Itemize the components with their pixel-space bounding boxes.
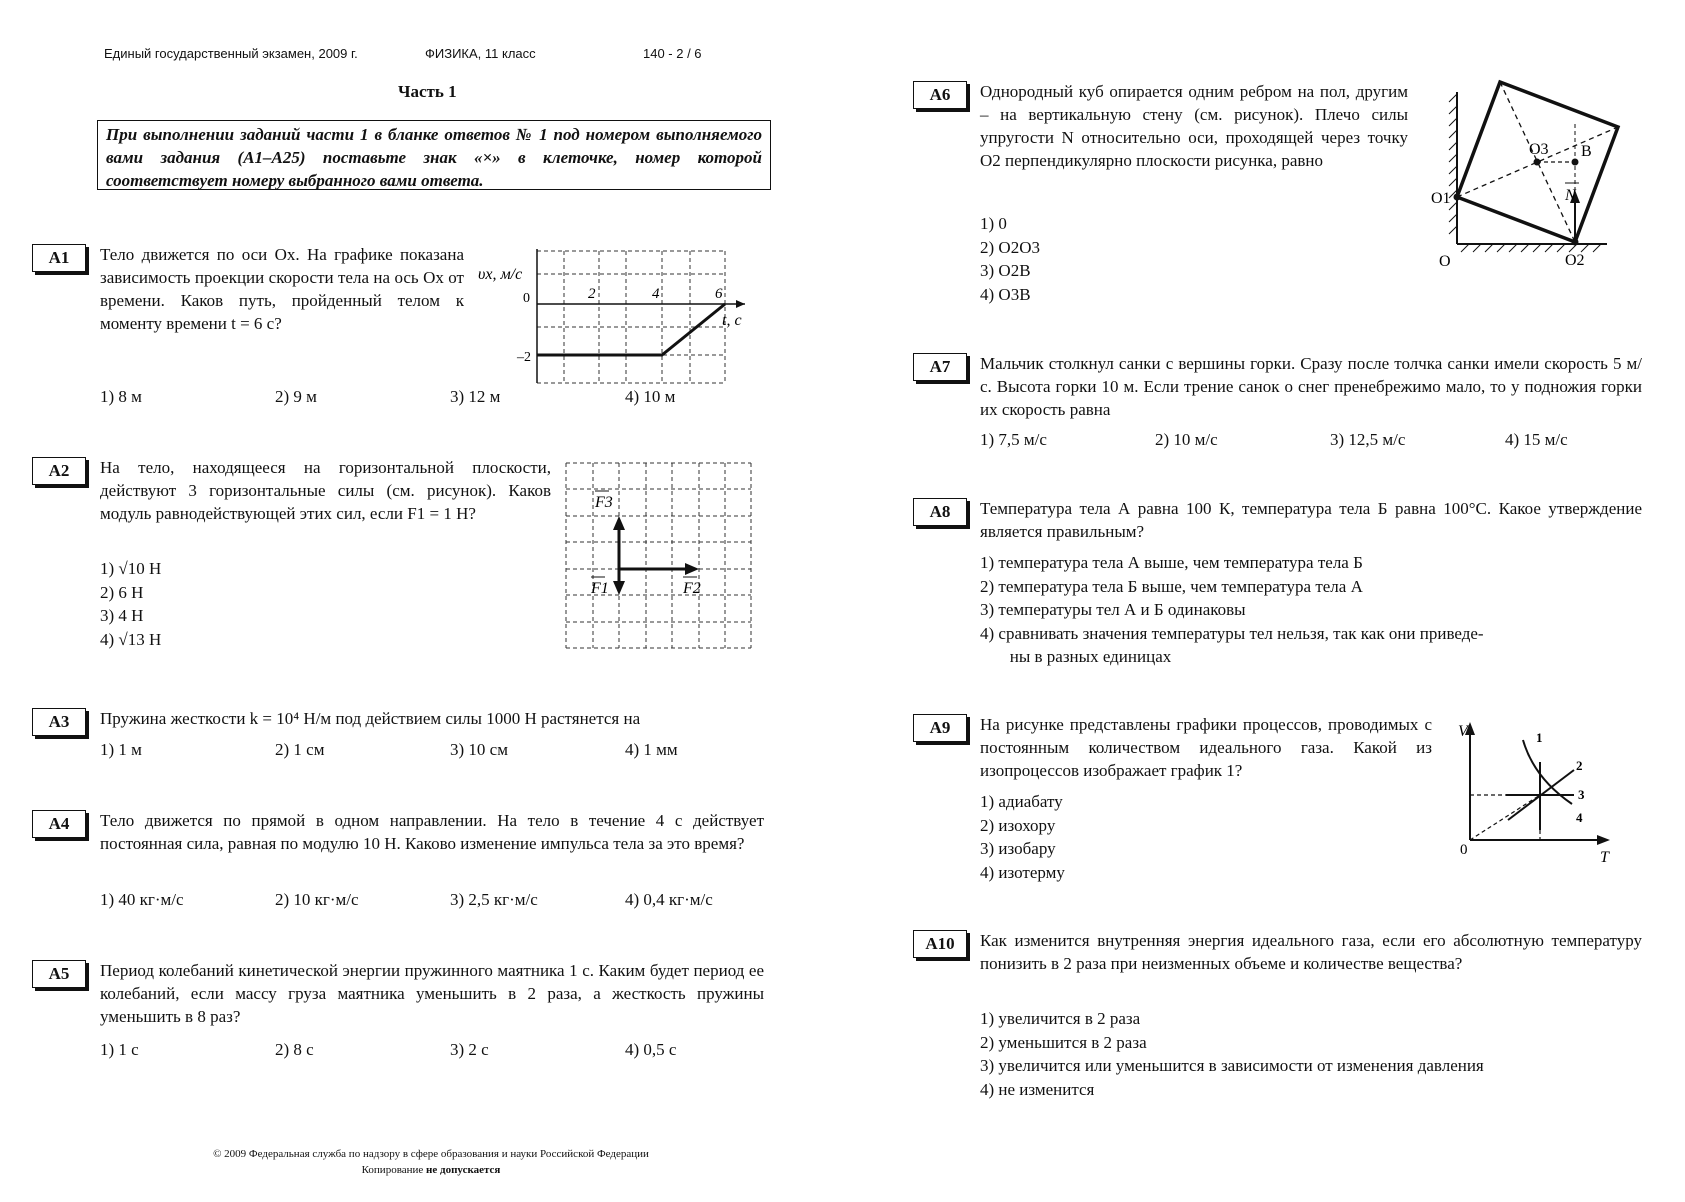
a3-option-3: 3) 10 см	[450, 740, 508, 759]
question-label-a5: А5	[32, 960, 86, 988]
a2-option-4: 4) √13 Н	[100, 629, 162, 649]
question-text-a5: Период колебаний кинетической энергии пружинного маятника 1 с. Каким будет период ее колебаний, если массу груза маятника уменьшить в 2 раза, а жесткость пружины уменьшить в 8 раз?	[100, 961, 764, 1026]
a7-option-2: 2) 10 м/с	[1155, 430, 1218, 449]
a6-option-1: 1) 0	[980, 214, 1007, 233]
a6-wall-hatching	[1449, 94, 1457, 234]
a1-velocity-graph	[470, 245, 760, 390]
question-text-a9: На рисунке представлены графики процессов, проводимых с постоянным количеством идеального газа. Какой из изопроцессов изображает график 1?	[980, 715, 1432, 780]
a9-curve-label-1: 1	[1536, 730, 1543, 745]
part-title: Часть 1	[398, 82, 457, 101]
question-text-a1: Тело движется по оси Ох. На графике показана зависимость проекции скорости тела на ось Ох от времени. Каков путь, пройденный телом к моменту времени t = 6 с?	[100, 245, 464, 333]
question-text-a7: Мальчик столкнул санки с вершины горки. Сразу после толчка санки имели скорость 5 м/с. Высота горки 10 м. Если трение санок о снег пренебрежимо мало, то у подножия горки их скорость равна	[980, 354, 1642, 419]
a2-f2-label: F2	[683, 580, 701, 597]
a1-ytick-label: –2	[517, 350, 531, 365]
a6-option-2: 2) O2O3	[980, 237, 1040, 257]
a1-option-4: 4) 10 м	[625, 387, 676, 406]
a8-option-1: 1) температура тела А выше, чем температура тела Б	[980, 553, 1363, 572]
a10-option-3: 3) увеличится или уменьшится в зависимости от изменения давления	[980, 1056, 1484, 1075]
a4-option-1: 1) 40 кг·м/с	[100, 890, 184, 909]
a2-option-1: 1) √10 Н	[100, 559, 162, 578]
a5-option-1: 1) 1 с	[100, 1040, 139, 1059]
a1-option-1: 1) 8 м	[100, 387, 142, 406]
a9-options	[980, 790, 1065, 884]
footer-copy-bold: не допускается	[426, 1164, 501, 1176]
a2-f3-arrowhead	[613, 516, 625, 530]
a9-origin-dash	[1470, 795, 1540, 840]
a6-option-3: 3) O2B	[980, 261, 1031, 280]
a1-option-3: 3) 12 м	[450, 387, 501, 406]
a10-options	[980, 1007, 1484, 1101]
question-text-a10: Как изменится внутренняя энергия идеального газа, если его абсолютную температуру понизить в 2 раза при неизменных объеме и количестве вещества?	[980, 931, 1642, 973]
a7-option-4: 4) 15 м/с	[1505, 430, 1568, 449]
subject-title: ФИЗИКА, 11 класс	[425, 46, 536, 61]
a1-xtick-2: 2	[588, 286, 596, 302]
a9-isoprocess-graph	[1450, 718, 1625, 868]
a9-option-3: 3) изобару	[980, 839, 1056, 858]
a6-point-o3	[1534, 159, 1541, 166]
a9-option-1: 1) адиабату	[980, 792, 1063, 811]
a10-option-1: 1) увеличится в 2 раза	[980, 1009, 1141, 1028]
a1-ylabel: υx, м/с	[478, 266, 523, 283]
a9-curve-label-3: 3	[1578, 787, 1585, 802]
a1-x-arrow	[736, 300, 745, 308]
a9-ylabel: V	[1458, 723, 1468, 740]
a2-f1-label: F1	[591, 580, 609, 597]
a2-option-2: 2) 6 Н	[100, 582, 144, 602]
a2-forces-figure	[565, 462, 755, 652]
a9-x-arrow	[1597, 835, 1610, 845]
question-label-a1: А1	[32, 244, 86, 272]
question-label-a10: А10	[913, 930, 967, 958]
a6-point-b	[1572, 159, 1579, 166]
a6-label-n: N	[1565, 187, 1576, 204]
a8-option-3: 3) температуры тел А и Б одинаковы	[980, 600, 1246, 619]
a6-label-o: O	[1439, 253, 1451, 270]
a8-option-4: 4) сравнивать значения температуры тел нельзя, так как они приведе-	[980, 623, 1484, 643]
question-text-a4: Тело движется по прямой в одном направлении. На тело в течение 4 с действует постоянная сила, равная по модулю 10 Н. Каково изменение импульса тела за это время?	[100, 811, 764, 853]
a6-options	[980, 212, 1040, 306]
footer-copyright: © 2009 Федеральная служба по надзору в сфере образования и науки Российской Федерации	[213, 1148, 649, 1160]
a7-option-1: 1) 7,5 м/с	[980, 430, 1047, 449]
a6-point-o2	[1572, 239, 1579, 246]
question-label-a2: А2	[32, 457, 86, 485]
a5-option-3: 3) 2 с	[450, 1040, 489, 1059]
a6-floor-hatching	[1461, 244, 1601, 252]
instruction-box: При выполнении заданий части 1 в бланке ответов № 1 под номером выполняемого вами задания (А1–А25) поставьте знак «×» в клеточке, номер которой соответствует номеру выбранного вами ответа.	[97, 120, 771, 190]
question-text-a6: Однородный куб опирается одним ребром на пол, другим – на вертикальную стену (см. рисунок). Плечо силы упругости N относительно оси, проходящей через точку O2 перпендикулярно плоскости рисунка, равно	[980, 82, 1408, 170]
a3-option-1: 1) 1 м	[100, 740, 142, 759]
question-label-a9: А9	[913, 714, 967, 742]
a2-grid	[566, 463, 751, 648]
question-label-a4: А4	[32, 810, 86, 838]
page-number: 140 - 2 / 6	[643, 46, 702, 61]
a7-option-3: 3) 12,5 м/с	[1330, 430, 1406, 449]
question-label-a6: А6	[913, 81, 967, 109]
question-text-a3: Пружина жесткости k = 10⁴ Н/м под действием силы 1000 Н растянется на	[100, 709, 641, 728]
question-label-a3: А3	[32, 708, 86, 736]
a9-xlabel: T	[1600, 849, 1609, 866]
a1-xlabel: t, c	[722, 312, 742, 329]
question-text-a2: На тело, находящееся на горизонтальной плоскости, действуют 3 горизонтальные силы (см. рисунок). Каков модуль равнодействующей этих сил, если F1 = 1 Н?	[100, 458, 551, 523]
a1-xtick-6: 6	[715, 286, 723, 302]
a6-label-o3: O3	[1529, 141, 1549, 158]
a2-option-3: 3) 4 Н	[100, 606, 144, 625]
a9-curve-label-4: 4	[1576, 810, 1583, 825]
a6-option-4: 4) O3B	[980, 284, 1031, 304]
question-label-a7: А7	[913, 353, 967, 381]
footer-copy-prefix: Копирование	[361, 1164, 427, 1176]
a5-option-2: 2) 8 с	[275, 1040, 314, 1059]
a9-option-2: 2) изохору	[980, 815, 1056, 835]
a10-option-2: 2) уменьшится в 2 раза	[980, 1032, 1147, 1052]
a4-option-2: 2) 10 кг·м/с	[275, 890, 359, 909]
a4-option-3: 3) 2,5 кг·м/с	[450, 890, 538, 909]
a2-f1-arrowhead	[613, 581, 625, 595]
a6-label-o1: O1	[1431, 190, 1451, 207]
a9-option-4: 4) изотерму	[980, 862, 1065, 882]
a9-curve-label-2: 2	[1576, 758, 1583, 773]
a8-option-4-continued: ны в разных единицах	[980, 647, 1172, 666]
a5-option-4: 4) 0,5 с	[625, 1040, 677, 1059]
a1-xtick-4: 4	[652, 286, 660, 302]
a1-velocity-line	[537, 304, 725, 355]
a8-options	[980, 551, 1484, 669]
a10-option-4: 4) не изменится	[980, 1079, 1095, 1099]
exam-title: Единый государственный экзамен, 2009 г.	[104, 46, 358, 61]
a9-zero-label: 0	[1460, 842, 1468, 858]
a2-options	[100, 557, 161, 651]
a1-option-2: 2) 9 м	[275, 387, 317, 406]
a3-option-4: 4) 1 мм	[625, 740, 678, 759]
question-text-a8: Температура тела А равна 100 К, температура тела Б равна 100°С. Какое утверждение является правильным?	[980, 499, 1642, 541]
footer-copy-note	[131, 1164, 731, 1176]
a6-label-o2: O2	[1565, 252, 1585, 269]
a2-f3-label: F3	[595, 494, 613, 511]
question-label-a8: А8	[913, 498, 967, 526]
a8-option-2: 2) температура тела Б выше, чем температура тела А	[980, 576, 1363, 596]
a6-label-b: B	[1581, 143, 1592, 160]
a2-f2-arrowhead	[685, 563, 699, 575]
a4-option-4: 4) 0,4 кг·м/с	[625, 890, 713, 909]
a6-point-o1	[1454, 194, 1461, 201]
a1-zero-label: 0	[523, 291, 530, 306]
a3-option-2: 2) 1 см	[275, 740, 325, 759]
a6-cube-figure	[1425, 72, 1635, 272]
a1-grid	[537, 251, 725, 383]
